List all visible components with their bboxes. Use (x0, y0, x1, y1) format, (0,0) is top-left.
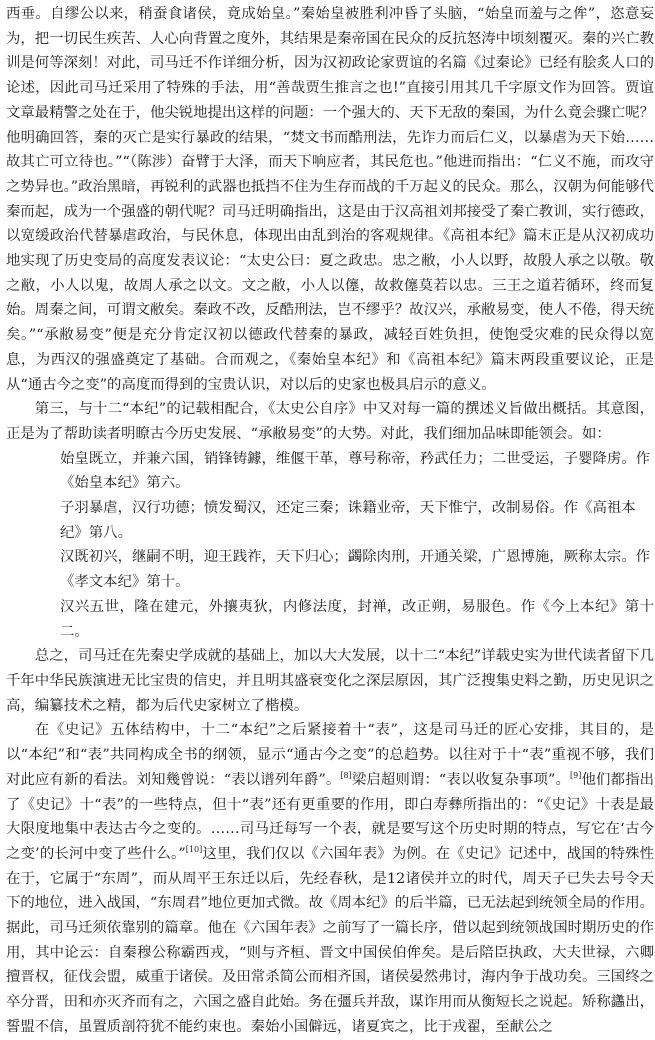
quote-4-line-1: 汉兴五世，隆在建元，外攘夷狄，内修法度，封禅，改正朔，易服色。作《今上本纪》第十二。 (60, 598, 654, 640)
paragraph-4 (6, 718, 654, 1039)
quote-block-3 (6, 545, 654, 594)
paragraph-4-segment: 这里，我们仅以《六国年表》为例。在《史记》记述中，战国的特殊性在于，它属于“东周”，而从周平王东迁以后，先经春秋，是12诸侯并立的时代，周天子已失去号令天下的地位，进入战国，“东周君”地位更加式微。故《周本纪》的后半篇，已无法起到统领全局的作用。据此，司马迁须依靠别的篇章。他在《六国年表》之前写了一篇长序，借以起到统领战国时期历史的作用，其中论云：自秦穆公称霸西戎，“则与齐桓、晋文中国侯伯侔矣。是后陪臣执政，大夫世禄，六卿擅晋权，征伐会盟，威重于诸侯。及田常杀简公而相齐国，诸侯晏然弗讨，海内争于战功矣。三国终之卒分晋，田和亦灭齐而有之，六国之盛自此始。务在彊兵并敌，谋诈用而从衡短长之说起。矫称蠭出，誓盟不信，虽置质剖符犹不能约束也。秦始小国僻远，诸夏宾之，比于戎翟，至献公之 (6, 845, 654, 1035)
footnote-ref-8[interactable]: [8] (340, 771, 352, 780)
paragraph-4-segment: 梁启超则谓：“表以收复杂事项”。 (351, 771, 571, 788)
paragraph-2: 第三，与十二“本纪”的记载相配合，《太史公自序》中又对每一篇的撰述义旨做出概括。其意图，正是为了帮助读者明瞭古今历史发展、“承敝易变”的大势。对此，我们细加品味即能领会。如： (6, 401, 654, 442)
quote-2-line-2: 纪》第八。 (60, 524, 132, 541)
quote-block-4 (6, 595, 654, 644)
paragraph-1: 西垂。自缪公以来，稍蚕食诸侯，竟成始皇。”秦始皇被胜利冲昏了头脑，“始皇而羞与之侔”，恣意妄为，把一切民生疾苦、人心向背置之度外，其结果是秦帝国在民众的反抗怒涛中顷刻覆灭。秦的兴亡教训是何等深刻！对此，司马迁不作详细分析，因为汉初政论家贾谊的名篇《过秦论》已经有脍炙人口的论述，因此司马迁采用了特殊的手法，用“善哉贾生推言之也!”直接引用其几千字原文作为回答。贾谊文章最精警之处在于，他尖锐地提出这样的问题：一个强大的、天下无敌的秦国，为什么竟会骤亡呢？他明确回答，秦的灭亡是实行暴政的结果，“焚文书而酷刑法，先诈力而后仁义，以暴虐为天下始……故其亡可立待也。”“（陈涉）奋臂于大泽，而天下响应者，其民危也。”他进而指出：“仁义不施，而攻守之势异也。”政治黑暗，再锐利的武器也抵挡不住为生存而战的千万起义的民众。那么，汉朝为何能够代秦而起，成为一个强盛的朝代呢？司马迁明确指出，这是由于汉高祖刘邦接受了秦亡教训，实行德政，以宽缓政治代替暴虐政治，与民休息，体现出由乱到治的客观规律。《高祖本纪》篇末正是从汉初成功地实现了历史变局的高度发表议论：“太史公曰：夏之政忠。忠之敝，小人以野，故殷人承之以敬。敬之敝，小人以鬼，故周人承之以文。文之敝，小人以僿，故救僿莫若以忠。三王之道若循环，终而复始。周秦之间，可谓文敝矣。秦政不改，反酷刑法，岂不缪乎？故汉兴，承敝易变，使人不倦，得天统矣。”“承敝易变”便是充分肯定汉初以德政代替秦的暴政，减轻百姓负担，使饱受灾难的民众得以宽息，为西汉的强盛奠定了基础。合而观之，《秦始皇本纪》和《高祖本纪》篇末两段重要议论，正是从“通古今之变”的高度而得到的宝贵认识，对以后的史家也极具启示的意义。 (6, 6, 654, 393)
quote-block-1 (6, 447, 654, 496)
footnote-ref-9[interactable]: [9] (570, 771, 582, 780)
quote-3-line-2: 《孝文本纪》第十。 (60, 574, 190, 591)
quote-1-line-2: 《始皇本纪》第六。 (60, 475, 190, 492)
quote-3-line-1: 汉既初兴，继嗣不明，迎王践祚，天下归心；蠲除肉刑，开通关梁，广恩博施，厥称太宗。作 (60, 549, 651, 566)
paragraph-4-segment: 在《史记》五体结构中，十二“本纪”之后紧接着十“表”，这是司马迁的匠心安排，其目的，是以“本纪”和“表”共同构成全书的纲领，显示“通古今之变”的总趋势。以往对于十“表”重视不够，我们对此应有新的看法。刘知幾曾说：“表以谱列年爵”。 (6, 722, 654, 788)
paragraph-4-segment: 他们都指出了《史记》十“表”的一些特点，但十“表”还有更重要的作用，即白寿彝所指出的：“《史记》十表是最大限度地集中表达古今之变的。……司马迁每写一个表，就是要写这个历史时期的特点，写它在‘古今之变’的长河中变了些什么。” (6, 771, 654, 862)
document-page (6, 2, 654, 1040)
quote-1-line-1: 始皇既立，并兼六国，销锋铸鐻，维偃干革，尊号称帝，矜武任力；二世受运，子婴降虏。作 (60, 450, 651, 467)
footnote-ref-10[interactable]: [10] (185, 845, 203, 855)
paragraph-3: 总之，司马迁在先秦史学成就的基础上，加以大大发展，以十二“本纪”详载史实为世代读者留下几千年中华民族演进无比宝贵的信史，并且明其盛衰变化之深层原因，其广泛搜集史料之勤，历史见识之高，编纂技术之精，都为后代史家树立了楷模。 (6, 648, 654, 714)
quote-block-2 (6, 496, 654, 545)
quote-2-line-1: 子羽暴虐，汉行功德；愤发蜀汉，还定三秦；诛籍业帝，天下惟宁，改制易俗。作《高祖本 (60, 500, 636, 517)
